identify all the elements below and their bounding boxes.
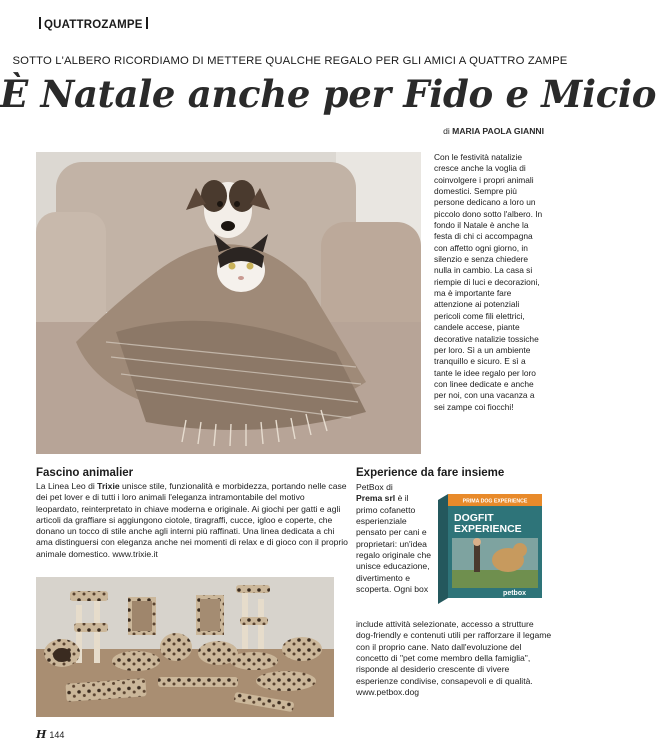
- section-tag: [36, 17, 151, 31]
- petbox-logo: petbox: [503, 590, 526, 597]
- byline-prefix: di: [443, 126, 450, 136]
- section-label: QUATTROZAMPE: [44, 19, 143, 31]
- section-bar-left: [39, 17, 41, 29]
- experience-heading: Experience da fare insieme: [356, 467, 505, 479]
- experience-narrow-text: è il primo cofanetto esperienziale pensato per cani e proprietari: un'idea regalo originale che unisce educazione, divertimento e scoperta. Ogni box: [356, 493, 432, 595]
- fascino-paragraph: [36, 481, 348, 560]
- petbox-line2: EXPERIENCE: [454, 523, 522, 535]
- fascino-text-after: unisce stile, funzionalità e morbidezza, portando nelle case dei pet lover e di tutti i loro animali l'eleganza intramontabile del motivo leopardato, reinterpretato in chiave moderna e originale. Ai giochi per gatti e agli articoli da graffiare si aggiungono ciotole, tiragraffi, cucce, igloo e coperte, che donano un tocco di stile anche agli interni più raffinati. Una linea dedicata a chi ama distinguersi con eleganza anche nei momenti di relax e di gioco con il proprio animale domestico. www.trixie.it: [36, 481, 348, 559]
- experience-paragraph-wide: include attività selezionate, accesso a strutture dog-friendly e contenuti utili per rafforzare il legame con il proprio cane. Nato dall'evoluzione del concetto di "pet come membro della famiglia", risponde al desiderio crescente di vivere esperienze condivise, consapevoli e di qualità. www.petbox.dog: [356, 619, 552, 698]
- section-bar-right: [146, 17, 148, 29]
- trixie-products-illustration: [36, 577, 334, 717]
- petbox-gift-box: [438, 494, 542, 604]
- petbox-box-illustration: [438, 494, 542, 604]
- fascino-brand: Trixie: [97, 481, 120, 491]
- dog-and-cat-illustration: [36, 152, 421, 454]
- magazine-mark: H: [36, 728, 47, 741]
- byline: [443, 126, 544, 136]
- dog-and-cat-photo: [36, 152, 421, 454]
- byline-author: MARIA PAOLA GIANNI: [452, 126, 544, 136]
- intro-paragraph: Con le festività natalizie cresce anche la voglia di coinvolgere i propri animali domestici. Sempre più persone dedicano a loro un piccolo dono sotto l'albero. In fondo il Natale è anche la festa di chi ci accompagna con affetto ogni giorno, in silenzio e senza chiedere nulla in cambio. La casa si riempie di luci e decorazioni, ma è importante fare attenzione ai potenziali pericoli come fili elettrici, candele accese, piante decorative natalizie tossiche per loro. Sì a un ambiente tranquillo e sicuro. E sì a tante le idee regalo per loro con linee dedicate e anche per noi, con una vacanza a sei zampe coi fiocchi!: [434, 152, 543, 412]
- experience-intro-line: PetBox di: [356, 482, 393, 492]
- experience-brand: Prema srl: [356, 493, 396, 504]
- article-title: È Natale anche per Fido e Micio: [0, 72, 656, 116]
- fascino-heading: Fascino animalier: [36, 467, 134, 479]
- fascino-text-before: La Linea Leo di: [36, 481, 98, 491]
- page-folio: [36, 728, 64, 741]
- petbox-line1: DOGFIT: [454, 512, 494, 524]
- page-number: 144: [49, 730, 65, 740]
- petbox-top-label: PRIMA DOG EXPERIENCE: [462, 498, 528, 505]
- trixie-products-photo: [36, 577, 334, 717]
- experience-paragraph-narrow: [356, 482, 432, 595]
- article-kicker: SOTTO L'ALBERO RICORDIAMO DI METTERE QUALCHE REGALO PER GLI AMICI A QUATTRO ZAMPE: [12, 55, 568, 67]
